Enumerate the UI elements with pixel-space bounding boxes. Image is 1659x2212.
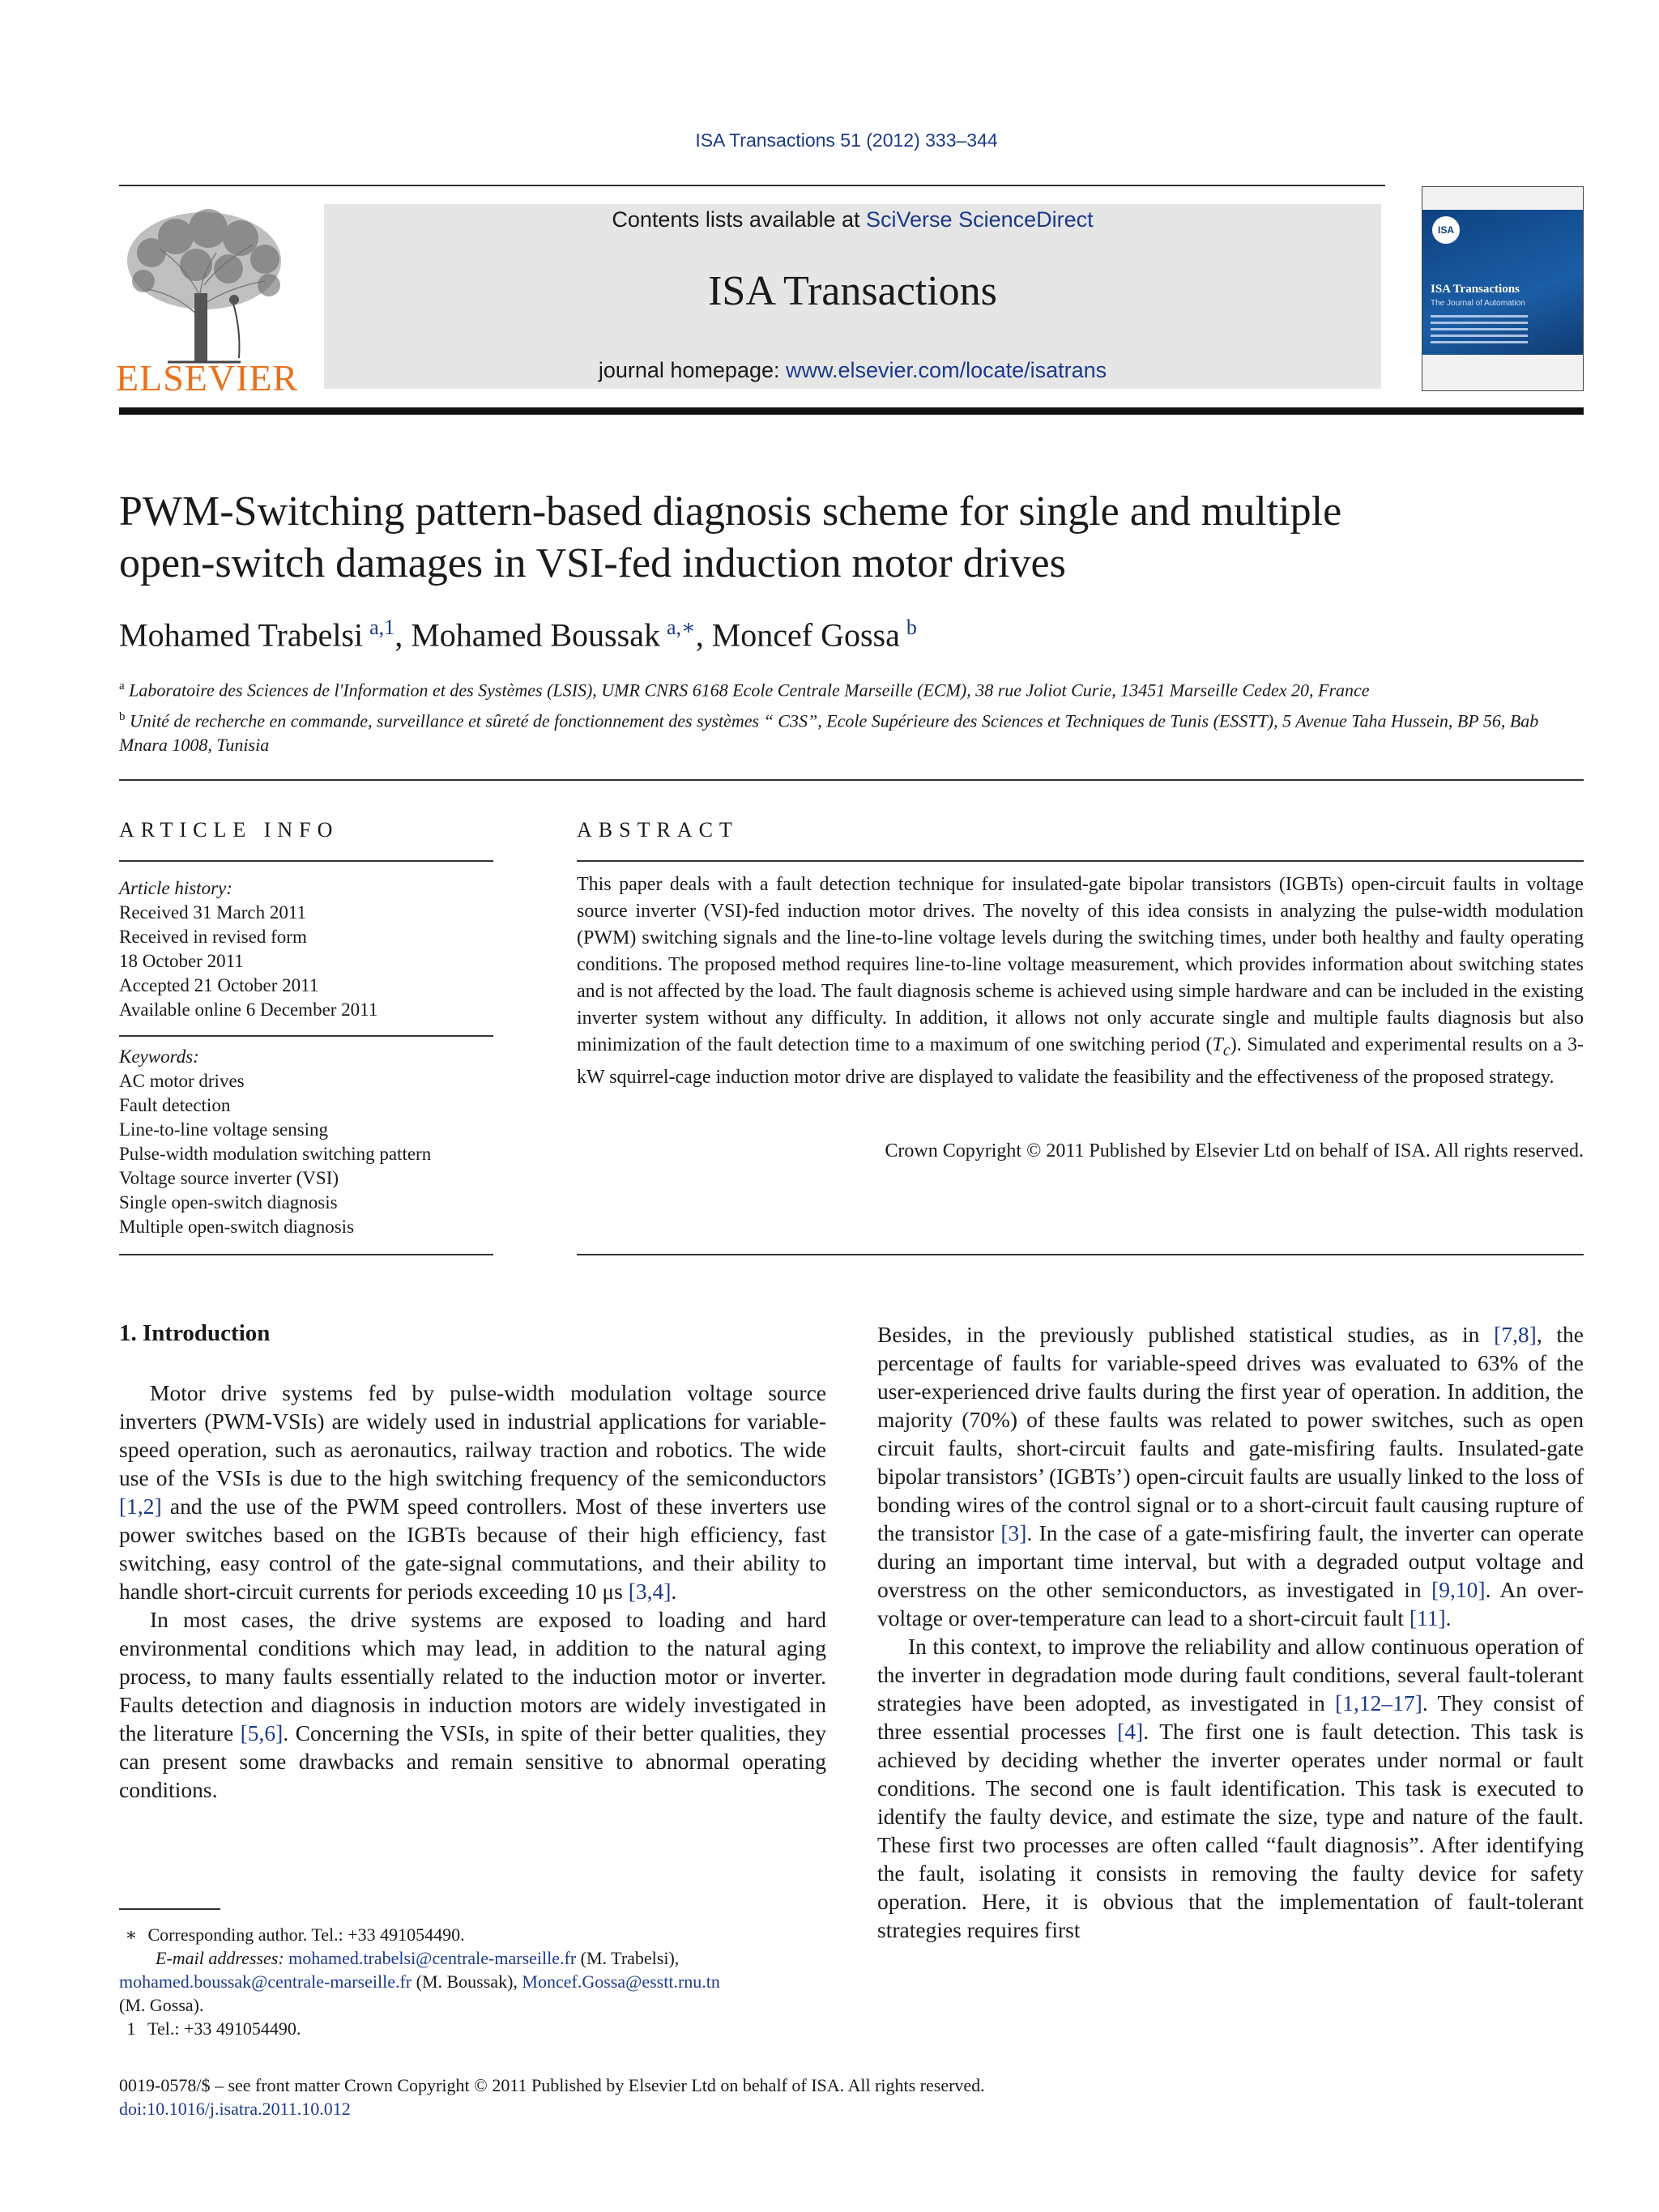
keyword-item: AC motor drives: [119, 1071, 245, 1091]
history-label: Article history:: [119, 878, 232, 898]
abstract-text: [577, 872, 1584, 1091]
cover-isa-badge: ISA: [1432, 216, 1460, 244]
email-owner: (M. Trabelsi),: [576, 1948, 680, 1968]
article-title: [119, 486, 1577, 590]
text: and the use of the PWM speed controllers. Most of these inverters use power switches based on the IGBTs because of their high efficiency, fast switching, easy control of the gate-signal commutations, and their ability to handle short-circuit currents for periods exceeding 10 μs: [119, 1494, 826, 1604]
text: . They consist of three essential processes: [877, 1690, 1584, 1744]
text: . Concerning the VSIs, in spite of their better qualities, they can present some drawbacks and remain sensitive to abnormal operating conditions.: [119, 1720, 827, 1802]
issn-line: 0019-0578/$ – see front matter Crown Copyright © 2011 Published by Elsevier Ltd on behalf of ISA. All rights reserved.: [119, 2075, 985, 2095]
abstract-body-end: ). Simulated and experimental results on a 3-kW squirrel-cage induction motor drive are displayed to validate the feasibility and the effectiveness of the proposed strategy.: [577, 1034, 1584, 1088]
footnote-emails-end: (M. Gossa).: [119, 1995, 204, 2015]
paragraph: [119, 1379, 826, 1605]
homepage-prefix: journal homepage:: [598, 358, 786, 382]
abstract-heading: ABSTRACT: [577, 818, 739, 842]
citation-link[interactable]: [7,8]: [1494, 1322, 1537, 1347]
paragraph: [877, 1320, 1584, 1632]
text: .: [1445, 1605, 1452, 1630]
history-item: Received 31 March 2011: [119, 902, 306, 923]
keyword-item: Single open-switch diagnosis: [119, 1192, 338, 1213]
contents-line: [324, 207, 1381, 232]
contents-prefix: Contents lists available at: [612, 207, 867, 232]
email-label: E-mail addresses:: [156, 1948, 289, 1968]
tc-subscript: c: [1222, 1041, 1230, 1059]
footnote-corresponding: [119, 1923, 832, 1946]
journal-reference[interactable]: ISA Transactions 51 (2012) 333–344: [695, 130, 998, 151]
footnotes: [119, 1923, 832, 2040]
article-info-bottom-rule: [119, 1254, 493, 1255]
email-link[interactable]: mohamed.trabelsi@centrale-marseille.fr: [288, 1948, 577, 1968]
author-affiliation-mark[interactable]: a,1: [369, 616, 395, 639]
homepage-line: [324, 358, 1381, 383]
tc-symbol: T: [1212, 1034, 1223, 1055]
publisher-name: ELSEVIER: [116, 357, 299, 399]
text: In this context, to improve the reliability and allow continuous operation of the inverter in degradation mode during fault conditions, several fault-tolerant strategies have been adopted, as investigated in: [877, 1634, 1584, 1715]
citation-link[interactable]: [1,12–17]: [1335, 1690, 1422, 1715]
citation-link[interactable]: [1,2]: [119, 1494, 162, 1519]
text: , the percentage of faults for variable-speed drives was evaluated to 63% of the user-experienced drive faults during the first year of operation. In addition, the majority (70%) of these faults was related to power switches, such as open circuit faults, short-circuit faults and gate-misfiring faults. Insulated-gate bipolar transistors’ (IGBTs’) open-circuit faults are usually linked to the loss of bonding wires of the control signal or to a short-circuit fault causing rupture of the transistor: [877, 1322, 1584, 1545]
article-info-heading: ARTICLE INFO: [119, 818, 339, 842]
affiliation-text: Unité de recherche en commande, surveillance et sûreté de fonctionnement des systèmes “ C3S”, Ecole Supérieure des Sciences et Techniques de Tunis (ESSTT), 5 Avenue Taha Hussein, BP 56, Bab Mnara 1008, Tunisia: [119, 710, 1539, 756]
footnote-text: Tel.: +33 491054490.: [147, 2018, 301, 2039]
introduction-heading: 1. Introduction: [119, 1320, 271, 1346]
keyword-item: Fault detection: [119, 1095, 231, 1115]
keyword-item: Line-to-line voltage sensing: [119, 1119, 329, 1140]
footnote-emails: [119, 1946, 832, 1970]
citation-link[interactable]: [4]: [1117, 1719, 1144, 1744]
author-name: Moncef Gossa: [711, 616, 900, 654]
right-column: [877, 1320, 1584, 1944]
footnote-rule: [119, 1908, 220, 1910]
footnote-star-mark: ∗: [125, 1924, 138, 1945]
affiliation-b: [119, 705, 1585, 757]
title-line-1: PWM-Switching pattern-based diagnosis scheme for single and multiple: [119, 488, 1342, 535]
history-item: 18 October 2011: [119, 951, 244, 971]
history-item: Accepted 21 October 2011: [119, 975, 319, 995]
author-separator: ,: [394, 616, 412, 654]
history-item: Received in revised form: [119, 927, 307, 947]
article-info-rule: [119, 860, 493, 862]
sciencedirect-link[interactable]: SciVerse ScienceDirect: [866, 207, 1094, 232]
citation-link[interactable]: [5,6]: [240, 1720, 284, 1745]
article-history: [119, 876, 493, 1022]
text: .: [671, 1579, 677, 1604]
abstract-rule: [577, 860, 1584, 862]
affiliation-mark: b: [119, 710, 126, 723]
cover-title: ISA Transactions: [1431, 283, 1520, 296]
footnote-emails-cont: [119, 1970, 832, 1993]
email-owner: (M. Boussak),: [412, 1971, 522, 1992]
left-column: [119, 1379, 826, 1804]
section-divider: [119, 779, 1584, 781]
abstract-copyright: Crown Copyright © 2011 Published by Elsevier Ltd on behalf of ISA. All rights reserved.: [885, 1140, 1584, 1161]
text: . In the case of a gate-misfiring fault, the inverter can operate during an important time interval, but with a degraded output voltage and overstress on the other semiconductors, as investigated in: [877, 1520, 1584, 1602]
citation-link[interactable]: [11]: [1409, 1605, 1446, 1630]
email-link[interactable]: Moncef.Gossa@esstt.rnu.tn: [522, 1971, 720, 1992]
cover-bottom-strip: [1422, 355, 1583, 390]
paragraph: [877, 1632, 1584, 1944]
keyword-item: Pulse-width modulation switching pattern: [119, 1144, 432, 1164]
author-name: Mohamed Trabelsi: [119, 616, 364, 654]
affiliation-text: Laboratoire des Sciences de l'Information et des Systèmes (LSIS), UMR CNRS 6168 Ecole Centrale Marseille (ECM), 38 rue Joliot Curie, 13451 Marseille Cedex 20, France: [129, 680, 1370, 701]
text: . The first one is fault detection. This task is achieved by deciding whether the inverter operates under normal or fault conditions. The second one is fault identification. This task is executed to identify the faulty device, and estimate the size, type and nature of the fault. These first two processes are often called “fault diagnosis”. After identifying the fault, isolating it consists in removing the faulty device for safety operation. Here, it is obvious that the implementation of fault-tolerant strategies requires first: [877, 1719, 1584, 1942]
bottom-notes: [119, 2073, 1577, 2120]
author-name: Mohamed Boussak: [411, 616, 660, 654]
affiliation-mark: a: [119, 680, 125, 693]
journal-title: ISA Transactions: [708, 268, 997, 314]
keywords-rule: [119, 1035, 493, 1037]
keywords: [119, 1045, 493, 1239]
footnote-one-mark: 1: [126, 2018, 136, 2039]
citation-link[interactable]: [3]: [1000, 1520, 1027, 1545]
citation-link[interactable]: [3,4]: [628, 1579, 672, 1604]
author-separator: ,: [695, 616, 712, 654]
footnote-text: Corresponding author. Tel.: +33 491054490.: [147, 1924, 465, 1945]
keywords-label: Keywords:: [119, 1046, 199, 1067]
top-rule: [119, 185, 1385, 186]
author-list: [119, 616, 1577, 654]
author-affiliation-mark[interactable]: a,∗: [666, 616, 696, 639]
history-item: Available online 6 December 2011: [119, 999, 378, 1020]
doi-link[interactable]: doi:10.1016/j.isatra.2011.10.012: [119, 2099, 351, 2119]
header-thick-rule: [119, 407, 1584, 415]
abstract-bottom-rule: [577, 1254, 1584, 1255]
text: Motor drive systems fed by pulse-width modulation voltage source inverters (PWM-VSIs) are widely used in industrial applications for variable-speed operation, such as aeronautics, railway traction and robotics. The wide use of the VSIs is due to the high switching frequency of the semiconductors: [119, 1380, 826, 1490]
citation-link[interactable]: [9,10]: [1431, 1577, 1486, 1602]
author-affiliation-mark[interactable]: b: [906, 616, 917, 639]
abstract-body: This paper deals with a fault detection technique for insulated-gate bipolar transistors (IGBTs) open-circuit faults in voltage source inverter (VSI)-fed induction motor drives. The novelty of this idea consists in analyzing the pulse-width modulation (PWM) switching signals and the line-to-line voltage levels during the switching times, under both healthy and faulty operating conditions. The proposed method requires line-to-line voltage measurement, which provides information about switching states and is not affected by the load. The fault diagnosis scheme is achieved using simple hardware and can be included in the existing inverter system without any difficulty. In addition, it allows not only accurate single and multiple faults diagnosis but also minimization of the fault detection time to a maximum of one switching period (: [577, 874, 1584, 1055]
title-line-2: open-switch damages in VSI-fed induction motor drives: [119, 540, 1066, 586]
homepage-link[interactable]: www.elsevier.com/locate/isatrans: [786, 358, 1107, 382]
keyword-item: Multiple open-switch diagnosis: [119, 1217, 355, 1237]
text: In most cases, the drive systems are exposed to loading and hard environmental conditions which may lead, in addition to the natural aging process, to many faults essentially related to the induction motor or inverter. Faults detection and diagnosis in induction motors are widely investigated in the literature: [119, 1607, 826, 1745]
journal-cover-image: [1422, 186, 1584, 391]
text: Besides, in the previously published statistical studies, as in: [877, 1322, 1495, 1347]
email-link[interactable]: mohamed.boussak@centrale-marseille.fr: [119, 1971, 412, 1992]
cover-subtitle: The Journal of Automation: [1431, 299, 1525, 308]
cover-text-lines: [1431, 315, 1528, 347]
cover-top-stripe: [1422, 187, 1583, 210]
paragraph: [119, 1605, 826, 1804]
footnote-one: [119, 2017, 832, 2040]
keyword-item: Voltage source inverter (VSI): [119, 1168, 339, 1188]
affiliation-a: [119, 674, 1585, 702]
text: . An over-voltage or over-temperature can lead to a short-circuit fault: [877, 1577, 1584, 1630]
